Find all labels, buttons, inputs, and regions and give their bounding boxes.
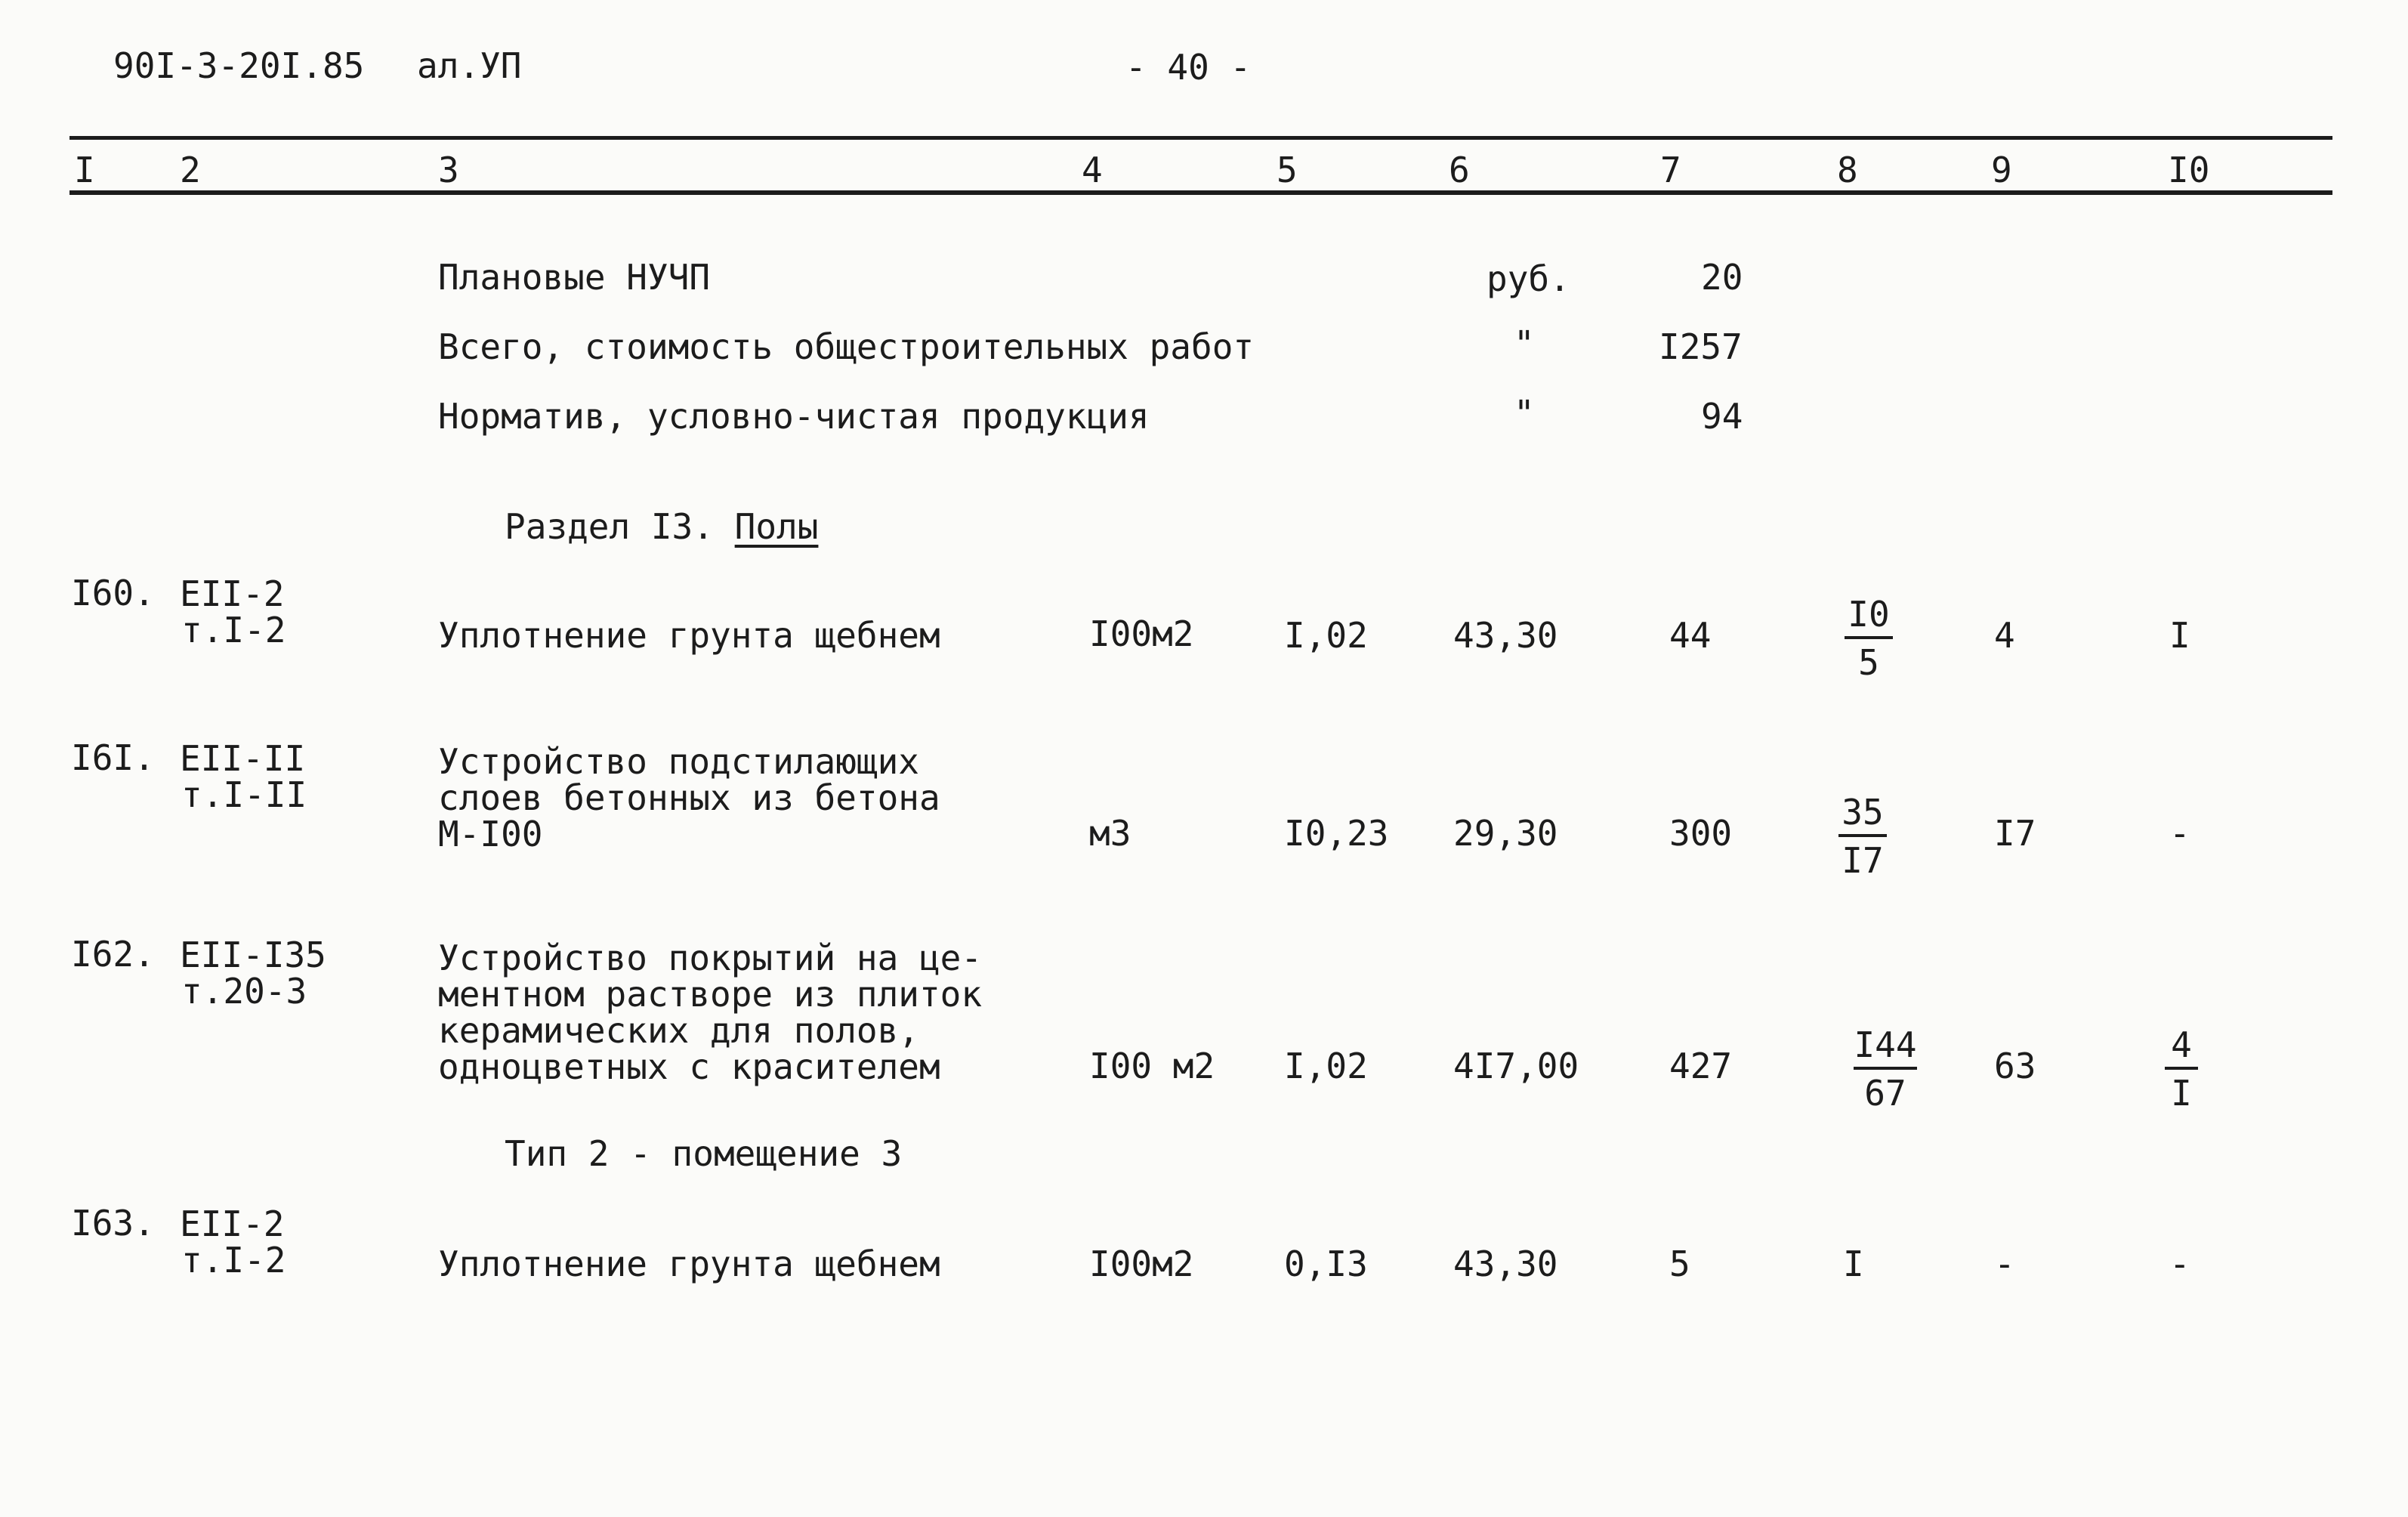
row-quantity: 0,I3 (1284, 1244, 1368, 1284)
row-unit: I00 м2 (1089, 1046, 1215, 1086)
fraction-denominator: I (2171, 1073, 2192, 1114)
table-header-rule (69, 190, 2332, 195)
code-line: т.I-II (181, 774, 307, 815)
row-col10: - (2169, 813, 2190, 854)
row-unit: м3 (1089, 813, 1131, 854)
row-price: 43,30 (1453, 1244, 1558, 1284)
row-col9: I7 (1994, 813, 2036, 854)
description-line: керамических для полов, (438, 1010, 919, 1051)
fraction-denominator: I7 (1842, 840, 1884, 881)
row-quantity: I0,23 (1284, 813, 1389, 854)
fraction-numerator: 35 (1838, 795, 1887, 837)
summary-value: I257 (1659, 326, 1743, 367)
summary-unit: руб. (1486, 258, 1570, 299)
row-total: 5 (1669, 1244, 1690, 1284)
description-line: одноцветных с красителем (438, 1046, 940, 1087)
fraction-denominator: 5 (1858, 642, 1879, 683)
section-prefix: Раздел I3. (505, 506, 714, 547)
fraction-numerator: I0 (1845, 597, 1893, 639)
summary-label: Норматив, условно-чистая продукция (438, 396, 1150, 437)
row-col9: 63 (1994, 1046, 2036, 1086)
summary-label: Всего, стоимость общестроительных работ (438, 326, 1255, 367)
column-header: 7 (1660, 150, 1681, 190)
row-total: 300 (1669, 813, 1733, 854)
column-header: 3 (438, 150, 459, 190)
section-name: Полы (734, 506, 819, 547)
fraction-denominator: 67 (1864, 1073, 1906, 1114)
section-heading (505, 506, 819, 547)
summary-unit: " (1514, 323, 1535, 364)
description-line: слоев бетонных из бетона (438, 777, 940, 818)
summary-label: Плановые НУЧП (438, 257, 711, 298)
row-description: Уплотнение грунта щебнем (438, 615, 940, 656)
row-number: I60. (71, 573, 155, 613)
row-labor-fraction (1816, 594, 1922, 683)
fraction-numerator: I44 (1854, 1027, 1917, 1070)
summary-value: 94 (1701, 396, 1743, 437)
row-number: I63. (71, 1203, 155, 1244)
row-code (180, 740, 307, 813)
row-price: 29,30 (1453, 813, 1558, 854)
row-total: 427 (1669, 1046, 1733, 1086)
code-line: т.20-3 (181, 971, 307, 1012)
page-number: - 40 - (1125, 47, 1252, 88)
row-unit: I00м2 (1089, 613, 1194, 654)
row-col10: I (2169, 615, 2190, 656)
code-line: EII-2 (180, 573, 285, 614)
summary-value: 20 (1701, 257, 1743, 298)
column-header: I0 (2168, 150, 2210, 190)
row-code (180, 935, 326, 1012)
row-description: Уплотнение грунта щебнем (438, 1244, 940, 1284)
column-header: I (74, 150, 95, 190)
row-number: I62. (71, 934, 155, 975)
column-header: 2 (180, 150, 201, 190)
row-total: 44 (1669, 615, 1712, 656)
row-description (438, 743, 940, 852)
row-quantity: I,02 (1284, 615, 1368, 656)
row-unit: I00м2 (1089, 1244, 1194, 1284)
description-line: Устройство подстилающих (438, 741, 919, 782)
description-line: ментном растворе из плиток (438, 974, 983, 1015)
row-labor-fraction (1810, 792, 1916, 881)
summary-unit: " (1514, 393, 1535, 434)
description-line: Устройство покрытий на це- (438, 938, 983, 978)
column-header: 5 (1277, 150, 1298, 190)
description-line: М-I00 (438, 814, 543, 854)
code-line: EII-II (180, 738, 306, 779)
column-header: 4 (1082, 150, 1103, 190)
document-code: 90I-3-20I.85 (113, 45, 365, 86)
row-col9: - (1994, 1244, 2015, 1284)
code-line: т.I-2 (181, 610, 286, 650)
row-price: 4I7,00 (1453, 1046, 1579, 1086)
column-header: 6 (1449, 150, 1470, 190)
row-col9: 4 (1994, 615, 2015, 656)
row-labor-fraction (1825, 1024, 1946, 1114)
row-col10: - (2169, 1244, 2190, 1284)
code-line: EII-2 (180, 1203, 285, 1244)
row-quantity: I,02 (1284, 1046, 1368, 1086)
column-header: 9 (1991, 150, 2012, 190)
sheet-label: ал.УП (417, 45, 522, 86)
row-description (438, 940, 982, 1085)
row-col10-fraction (2129, 1024, 2234, 1114)
fraction-numerator: 4 (2165, 1027, 2198, 1070)
table-top-rule (69, 136, 2332, 140)
row-code (180, 1203, 286, 1281)
code-line: EII-I35 (180, 935, 326, 975)
row-price: 43,30 (1453, 615, 1558, 656)
code-line: т.I-2 (181, 1240, 286, 1281)
row-number: I6I. (71, 737, 155, 778)
row-col8: I (1843, 1244, 1864, 1284)
row-code (180, 573, 286, 650)
subheading: Тип 2 - помещение 3 (505, 1133, 903, 1174)
column-header: 8 (1837, 150, 1858, 190)
